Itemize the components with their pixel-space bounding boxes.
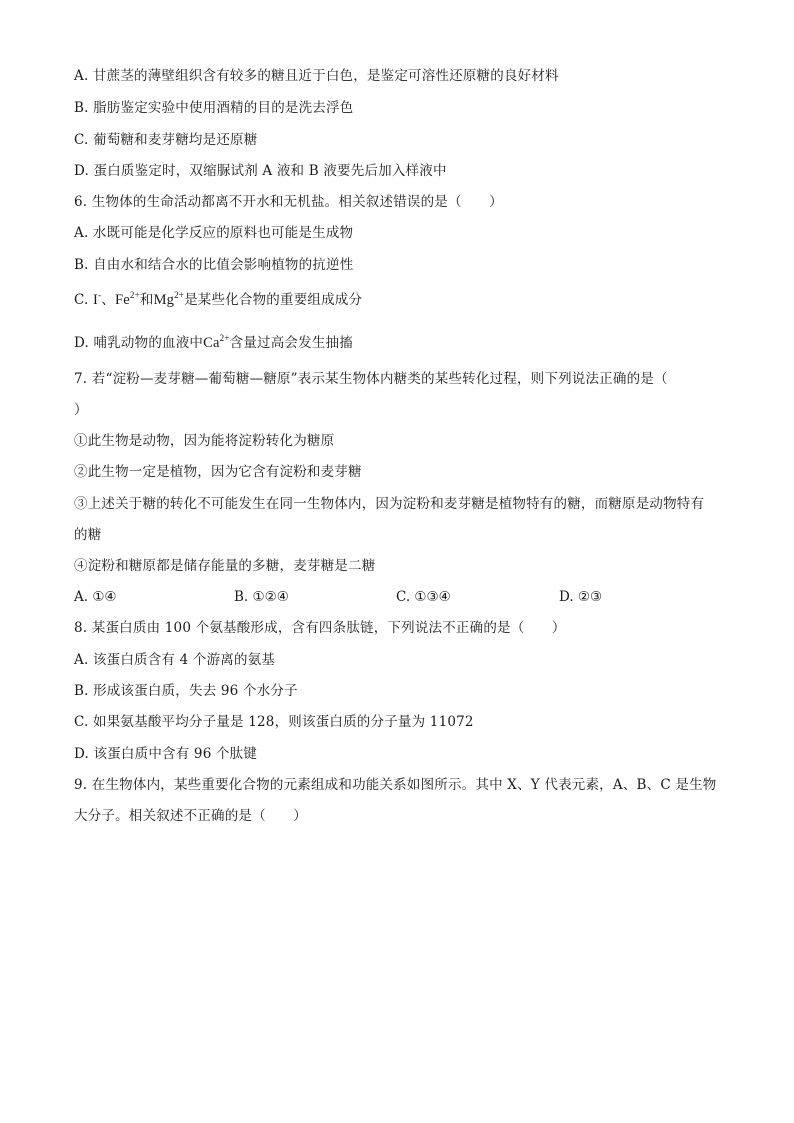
q7-option-b: B. ①②④ [234, 589, 289, 605]
q7-statement-3-line2: 的糖 [74, 527, 102, 543]
q9-stem-line2: 大分子。相关叙述不正确的是（ ） [74, 808, 307, 824]
q5-option-d: D. 蛋白质鉴定时，双缩脲试剂 A 液和 B 液要先后加入样液中 [74, 163, 447, 179]
q7-statement-4: ④淀粉和糖原都是储存能量的多糖，麦芽糖是二糖 [74, 558, 376, 574]
q7-stem-line1: 7. 若“淀粉—麦芽糖—葡萄糖—糖原”表示某生物体内糖类的某些转化过程，则下列说法正确的是（ [74, 371, 668, 387]
iron-ion: $Fe^{2+}$ [114, 290, 140, 308]
q8-option-b: B. 形成该蛋白质，失去 96 个水分子 [74, 683, 298, 699]
q8-option-c: C. 如果氨基酸平均分子量是 128，则该蛋白质的分子量为 11072 [74, 714, 474, 730]
q7-option-d: D. ②③ [559, 589, 603, 605]
calcium-ion: $Ca^{2+}$ [203, 333, 230, 351]
q6-stem: 6. 生物体的生命活动都离不开水和无机盐。相关叙述错误的是（ ） [74, 194, 503, 210]
q6-option-c-prefix: C. [74, 292, 94, 308]
q8-stem: 8. 某蛋白质由 100 个氨基酸形成，含有四条肽链，下列说法不正确的是（ ） [74, 620, 566, 636]
q7-stem-line2: ） [74, 402, 88, 418]
q7-statement-2: ②此生物一定是植物，因为它含有淀粉和麦芽糖 [74, 464, 362, 480]
q7-option-a: A. ①④ [74, 589, 117, 605]
q9-stem-line1: 9. 在生物体内，某些重要化合物的元素组成和功能关系如图所示。其中 X、Y 代表元素，A、B、C 是生物 [74, 777, 717, 793]
q7-statement-3-line1: ③上述关于糖的转化不可能发生在同一生物体内，因为淀粉和麦芽糖是植物特有的糖，而糖原是动物特有 [74, 496, 705, 512]
magnesium-ion: $Mg^{2+}$ [153, 290, 185, 308]
q6-option-c: C. I-、$Fe^{2+}$和$Mg^{2+}$是某些化合物的重要组成成分 [74, 290, 363, 308]
q6-option-b: B. 自由水和结合水的比值会影响植物的抗逆性 [74, 257, 354, 273]
q6-option-d: D. 哺乳动物的血液中$Ca^{2+}$含量过高会发生抽搐 [74, 333, 353, 351]
iodide-ion: I- [93, 290, 102, 308]
q7-option-c: C. ①③④ [396, 589, 451, 605]
q8-option-a: A. 该蛋白质含有 4 个游离的氨基 [74, 652, 276, 668]
q6-option-a: A. 水既可能是化学反应的原料也可能是生成物 [74, 225, 354, 241]
q5-option-a: A. 甘蔗茎的薄壁组织含有较多的糖且近于白色，是鉴定可溶性还原糖的良好材料 [74, 68, 559, 84]
q8-option-d: D. 该蛋白质中含有 96 个肽键 [74, 746, 258, 762]
q5-option-c: C. 葡萄糖和麦芽糖均是还原糖 [74, 132, 258, 148]
q7-statement-1: ①此生物是动物，因为能将淀粉转化为糖原 [74, 433, 335, 449]
q5-option-b: B. 脂肪鉴定实验中使用酒精的目的是洗去浮色 [74, 100, 354, 116]
